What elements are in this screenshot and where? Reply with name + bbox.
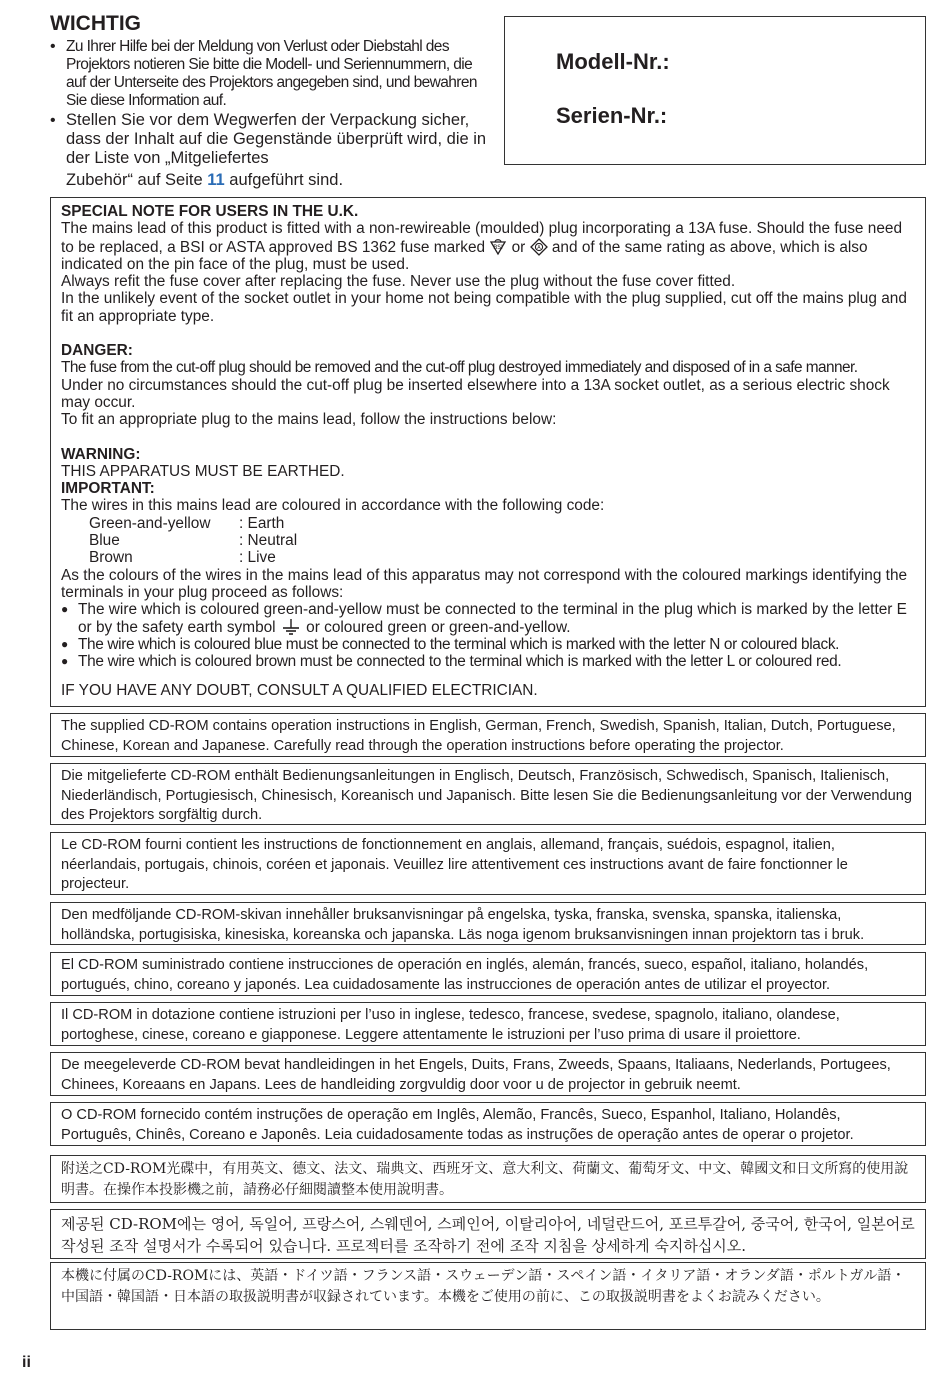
wichtig-bullet-packaging [48, 111, 488, 190]
danger-instructions-text: To fit an appropriate plug to the mains lead, follow the instructions below: [61, 411, 557, 429]
wire-function: : Earth [239, 514, 285, 532]
svg-text:A: A [536, 244, 541, 251]
wire-colour: Blue [89, 532, 120, 550]
wichtig-accessories-ref-end: aufgeführt sind. [224, 171, 344, 189]
wichtig-bullet-packaging-end [66, 171, 488, 190]
uk-fuse-text-3: and of the same rating as above, which is also indicated on the pin face of the plug, must be used. [61, 238, 868, 273]
important-heading: IMPORTANT: [61, 480, 155, 498]
wichtig-bullet-serial: • Zu Ihrer Hilfe bei der Meldung von Verlust oder Diebstahl des Projektors notieren Sie bitte die Modell- und Seriennummern, die auf der Unterseite des Projektors angegeben sind, und bewahren Sie diese Information auf. [48, 38, 488, 110]
wire-bullet-earth [61, 601, 915, 636]
wire-bullet-brown: ● The wire which is coloured brown must be connected to the terminal which is marked with the letter L or coloured red. [61, 653, 915, 670]
uk-note-heading: SPECIAL NOTE FOR USERS IN THE U.K. [61, 203, 359, 220]
wire-function: : Neutral [239, 532, 298, 550]
model-serial-box [504, 16, 926, 165]
warning-text: THIS APPARATUS MUST BE EARTHED. [61, 462, 345, 480]
cd-rom-note-dutch: De meegeleverde CD-ROM bevat handleidingen in het Engels, Duits, Frans, Zweeds, Spaans, Italiaans, Nederlands, Portugees, Chinees, Koreaans en Japans. Lees de handleiding zorgvuldig door voor u de projector in gebruik neemt. [50, 1052, 926, 1096]
cd-rom-note-portuguese: O CD-ROM fornecido contém instruções de operação em Inglês, Alemão, Francês, Sueco, Espanhol, Italiano, Holandês, Português, Chinês, Coreano e Japonês. Leia cuidadosamente todas as instruções de operação antes de operar o projetor. [50, 1102, 926, 1146]
danger-fuse-text: The fuse from the cut-off plug should be removed and the cut-off plug destroyed immediately and disposed of in a safe manner. [61, 359, 858, 377]
wire-bullet-blue: ● The wire which is coloured blue must be connected to the terminal which is marked with the letter N or coloured black. [61, 636, 915, 653]
cd-rom-note-english: The supplied CD-ROM contains operation instructions in English, German, French, Swedish, Spanish, Italian, Dutch, Portuguese, Chinese, Korean and Japanese. Carefully read through the operation instructions before operating the projector. [50, 713, 926, 757]
wichtig-bullet-packaging-text: Stellen Sie vor dem Wegwerfen der Verpackung sicher, dass der Inhalt auf die Gegenstände überprüft wird, die in der Liste von „Mitgeliefertes [66, 111, 487, 167]
serial-number-label: Serien-Nr.: [556, 103, 668, 128]
uk-special-note-box [50, 197, 926, 707]
cd-rom-note-german: Die mitgelieferte CD-ROM enthält Bedienungsanleitungen in Englisch, Deutsch, Französisch, Schwedisch, Spanisch, Italienisch, Niederländisch, Portugiesisch, Chinesisch, Koreanisch und Japanisch. Bitte lesen Sie die Bedienungsanleitung vor der Verwendung des Projektors sorgfältig durch. [50, 763, 926, 825]
cd-rom-note-italian: Il CD-ROM in dotazione contiene istruzioni per l’uso in inglese, tedesco, francese, svedese, spagnolo, italiano, olandese, portoghese, cinese, coreano e giapponese. Leggere attentamente le istruzioni per l’uso prima di usare il proiettore. [50, 1002, 926, 1046]
svg-text:BSI: BSI [493, 243, 504, 251]
model-number-label: Modell-Nr.: [556, 49, 670, 74]
bsi-kitemark-icon [489, 238, 507, 256]
uk-note-refit-paragraph: Always refit the fuse cover after replacing the fuse. Never use the plug without the fuse cover fitted. [61, 273, 736, 291]
asta-mark-icon [530, 238, 548, 256]
wire-row [89, 532, 915, 549]
uk-fuse-text-1: The mains lead of this product is fitted with a non-rewireable (moulded) plug incorporating a 13A fuse. Should the fuse need to be replaced, a BSI or ASTA approved BS 1362 fuse marked [61, 220, 902, 256]
cd-rom-note-french: Le CD-ROM fourni contient les instructions de fonctionnement en anglais, allemand, français, suédois, espagnol, italien, néerlandais, portugais, chinois, coréen et japonais. Veuillez lire attentivement ces instructions avant de faire fonctionner le projecteur. [50, 832, 926, 895]
wire-row [89, 515, 915, 532]
consult-electrician-text: IF YOU HAVE ANY DOUBT, CONSULT A QUALIFIED ELECTRICIAN. [61, 682, 538, 700]
wire-colours-text: As the colours of the wires in the mains lead of this apparatus may not correspond with the coloured markings identifying the terminals in your plug proceed as follows: [61, 566, 908, 601]
wire-colour-table [89, 515, 915, 567]
cd-rom-note-korean: 제공된 CD-ROM에는 영어, 독일어, 프랑스어, 스웨덴어, 스페인어, 이탈리아어, 네덜란드어, 포르투갈어, 중국어, 한국어, 일본어로 작성된 조작 설명서가 수록되어 있습니다. 프로젝터를 조작하기 전에 조작 지침을 상세하게 숙지하십시오. [50, 1209, 926, 1259]
wire-bullet-earth-text-2: or coloured green or green-and-yellow. [301, 618, 571, 636]
earth-symbol-icon [280, 619, 302, 635]
uk-fuse-text-2: or [507, 238, 530, 256]
wichtig-accessories-ref: Zubehör“ auf Seite [66, 171, 208, 189]
cd-rom-note-spanish: El CD-ROM suministrado contiene instrucciones de operación en inglés, alemán, francés, sueco, español, italiano, holandés, portugués, chino, coreano y japonés. Lea cuidadosamente las instrucciones de operación antes de utilizar el proyector. [50, 952, 926, 996]
uk-note-fuse-paragraph [61, 220, 915, 273]
wichtig-heading: WICHTIG [50, 12, 141, 35]
important-text: The wires in this mains lead are coloured in accordance with the following code: [61, 497, 605, 515]
uk-note-socket-paragraph: In the unlikely event of the socket outlet in your home not being compatible with the plug supplied, cut off the mains plug and fit an appropriate type. [61, 290, 907, 325]
danger-shock-text: Under no circumstances should the cut-off plug be inserted elsewhere into a 13A socket outlet, as a serious electric shock may occur. [61, 376, 890, 411]
wichtig-list [48, 38, 488, 190]
cd-rom-note-japanese: 本機に付属のCD-ROMには、英語・ドイツ語・フランス語・スウェーデン語・スペイン語・イタリア語・オランダ語・ポルトガル語・中国語・韓国語・日本語の取扱説明書が収録されています。本機をご使用の前に、この取扱説明書をよくお読みください。 [50, 1262, 926, 1330]
page-reference-link[interactable]: 11 [207, 171, 225, 189]
wire-row [89, 549, 915, 566]
cd-rom-note-swedish: Den medföljande CD-ROM-skivan innehåller bruksanvisningar på engelska, tyska, franska, svenska, spanska, italienska, holländska, portugisiska, kinesiska, koreanska och japanska. Läs noga igenom bruksanvisningen innan projektorn tas i bruk. [50, 902, 926, 945]
wire-function: : Live [239, 549, 276, 567]
warning-heading: WARNING: [61, 445, 141, 463]
danger-heading: DANGER: [61, 342, 133, 360]
cd-rom-note-chinese: 附送之CD-ROM光碟中，有用英文、德文、法文、瑞典文、西班牙文、意大利文、荷蘭文、葡萄牙文、中文、韓國文和日文所寫的使用說明書。在操作本投影機之前，請務必仔細閱讀整本使用說明書。 [50, 1155, 926, 1203]
wire-colour: Brown [89, 549, 133, 567]
wire-colour: Green-and-yellow [89, 514, 211, 532]
page-number: ii [22, 1354, 31, 1371]
wire-bullet-earth-text-1: The wire which is coloured green-and-yellow must be connected to the terminal in the plug which is marked by the letter E or by the safety earth symbol [78, 601, 907, 636]
